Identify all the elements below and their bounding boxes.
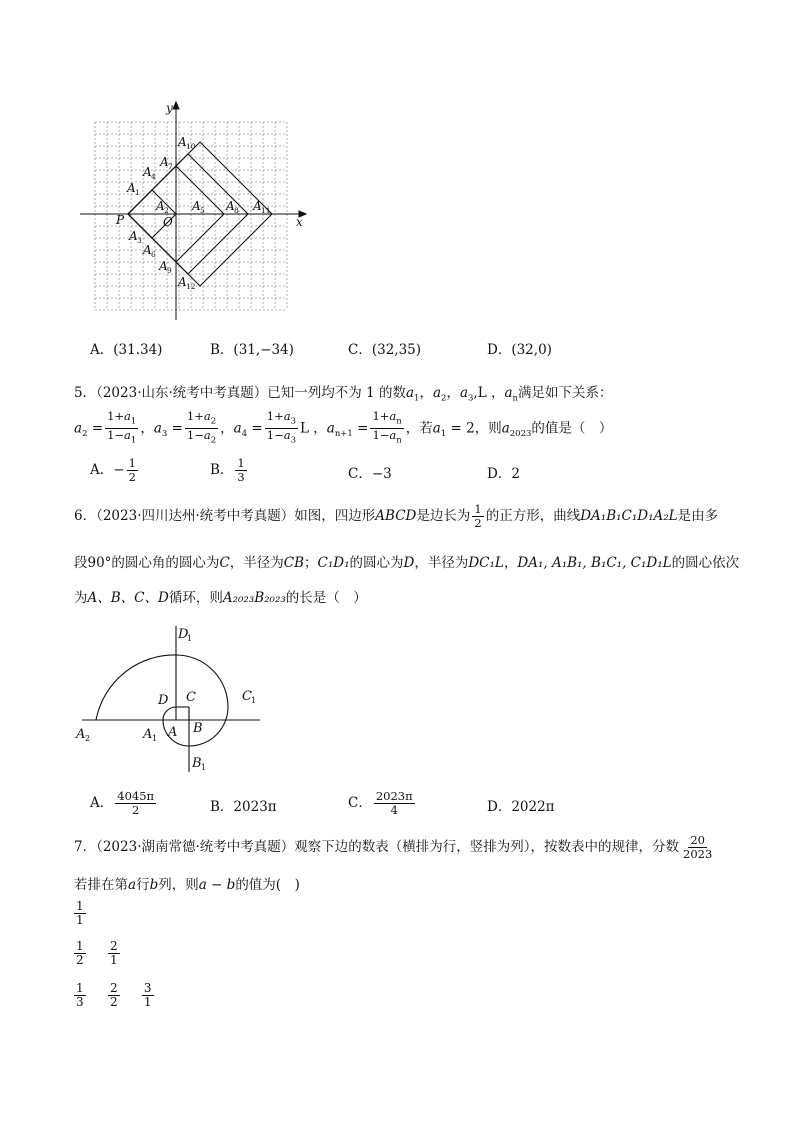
- q4-option-d[interactable]: D．(32,0): [487, 342, 552, 358]
- q6-option-b[interactable]: B．2023π: [210, 799, 277, 815]
- q5-option-c[interactable]: C．−3: [348, 466, 392, 482]
- q6-option-d[interactable]: D．2022π: [487, 799, 555, 815]
- point-A12-subscript: 12: [186, 282, 196, 291]
- point-A8-label: A: [226, 199, 235, 213]
- point-D1-subscript: 1: [187, 634, 193, 643]
- point-A9-label: A: [159, 259, 168, 273]
- spiral-figure: [70, 620, 270, 775]
- point-B-label: B: [193, 721, 203, 736]
- point-A5-subscript: 5: [200, 206, 205, 215]
- point-A2-subscript: 2: [164, 206, 169, 215]
- fraction-table: [72, 900, 156, 1020]
- y-axis-label: y: [166, 101, 173, 115]
- point-A10-subscript: 10: [186, 142, 196, 151]
- point-B1-label: B: [192, 756, 202, 771]
- point-P-label: P: [116, 213, 125, 227]
- q6-option-a[interactable]: A． $\frac{4045\pi}{2}$: [90, 789, 155, 817]
- q5-stem: 5．（2023·山东·统考中考真题）已知一列均不为 1 的数$a_1$，$a_2$，$a_3,L$ ，$a_n$满足如下关系：: [74, 385, 613, 404]
- point-A6-label: A: [143, 243, 152, 257]
- point-A1-label: A: [127, 181, 136, 195]
- table-cell: $\frac{2}{1}$: [109, 939, 118, 967]
- coordinate-figure: [80, 100, 320, 325]
- q6-option-c[interactable]: C． $\frac{2023\pi}{4}$: [348, 789, 413, 817]
- origin-label: O: [163, 215, 173, 229]
- point-A5-label: A: [192, 199, 201, 213]
- q7-stem-line1: 7．（2023·湖南常德·统考中考真题）观察下边的数表（横排为行，竖排为列），按数表中的规律，分数 $\frac{20}{2023}$: [74, 833, 713, 861]
- point-A10-label: A: [178, 135, 187, 149]
- q5-relations: $a_2$ = $\frac{1+a_1}{1-a_1}$ ，$a_3$ = $\frac{1+a_2}{1-a_2}$ ，$a_4$ = $\frac{1+a_3}{1-a_3}$ L ，$a_{n+1}$ = $\frac{1+a_n}{1-a_n}$ ，若$a_1 = 2$，则$a_{2023}$的值是（ ）: [74, 409, 613, 446]
- q6-stem-line2: 段90°的圆心角的圆心为C，半径为CB；C₁D₁的圆心为D，半径为DC₁L，DA₁, A₁B₁, B₁C₁, C₁D₁L的圆心依次: [74, 555, 740, 571]
- point-A12-label: A: [178, 275, 187, 289]
- point-A8-subscript: 8: [234, 206, 239, 215]
- point-C-label: C: [186, 690, 196, 705]
- point-A4-subscript: 4: [151, 172, 156, 181]
- x-axis-label: x: [296, 215, 303, 229]
- table-cell: $\frac{2}{2}$: [109, 981, 118, 1009]
- q5-option-a[interactable]: A．− $\frac{1}{2}$: [90, 456, 136, 484]
- point-A1-label: A: [143, 727, 153, 742]
- point-A-label: A: [168, 725, 178, 740]
- point-A1-subscript: 1: [135, 188, 140, 197]
- table-row: [72, 982, 156, 1020]
- table-row: [72, 900, 156, 936]
- point-A3-subscript: 3: [137, 236, 142, 245]
- point-D-label: D: [158, 693, 169, 708]
- q5-option-b[interactable]: B． $\frac{1}{3}$: [210, 456, 245, 484]
- table-cell: $\frac{1}{1}$: [76, 899, 84, 927]
- q4-option-b[interactable]: B．(31,−34): [210, 342, 294, 358]
- point-A2-label: A: [156, 199, 165, 213]
- point-C1-label: C: [242, 689, 252, 704]
- point-A11-label: A: [253, 199, 262, 213]
- point-A11-subscript: 11: [261, 206, 271, 215]
- point-A7-subscript: 7: [168, 162, 173, 171]
- point-B1-subscript: 1: [201, 763, 207, 772]
- point-C1-subscript: 1: [251, 696, 257, 705]
- q4-option-a[interactable]: A．(31.34): [90, 342, 163, 358]
- point-A7-label: A: [160, 155, 169, 169]
- point-A6-subscript: 6: [151, 250, 156, 259]
- point-A4-label: A: [143, 165, 152, 179]
- point-A3-label: A: [129, 229, 138, 243]
- point-A1-subscript: 1: [152, 734, 158, 743]
- point-A2-label: A: [76, 727, 86, 742]
- q6-stem-line3: 为A、B、C、D循环，则A₂₀₂₃B₂₀₂₃的长是（ ）: [74, 590, 367, 606]
- table-cell: $\frac{3}{1}$: [143, 981, 152, 1009]
- point-D1-label: D: [178, 627, 189, 642]
- table-cell: $\frac{1}{3}$: [76, 981, 84, 1009]
- table-row: [72, 940, 156, 978]
- point-A9-subscript: 9: [167, 266, 172, 275]
- point-A2-subscript: 2: [85, 734, 91, 743]
- table-cell: $\frac{1}{2}$: [76, 939, 84, 967]
- q5-option-d[interactable]: D．2: [487, 466, 520, 482]
- q7-stem-line2: 若排在第a行b列，则a − b的值为( ): [74, 877, 300, 893]
- q4-option-c[interactable]: C．(32,35): [348, 342, 422, 358]
- q6-stem-line1: 6．（2023·四川达州·统考中考真题）如图，四边形ABCD是边长为 $\frac{1}{2}$ 的正方形，曲线DA₁B₁C₁D₁A₂L是由多: [74, 502, 719, 530]
